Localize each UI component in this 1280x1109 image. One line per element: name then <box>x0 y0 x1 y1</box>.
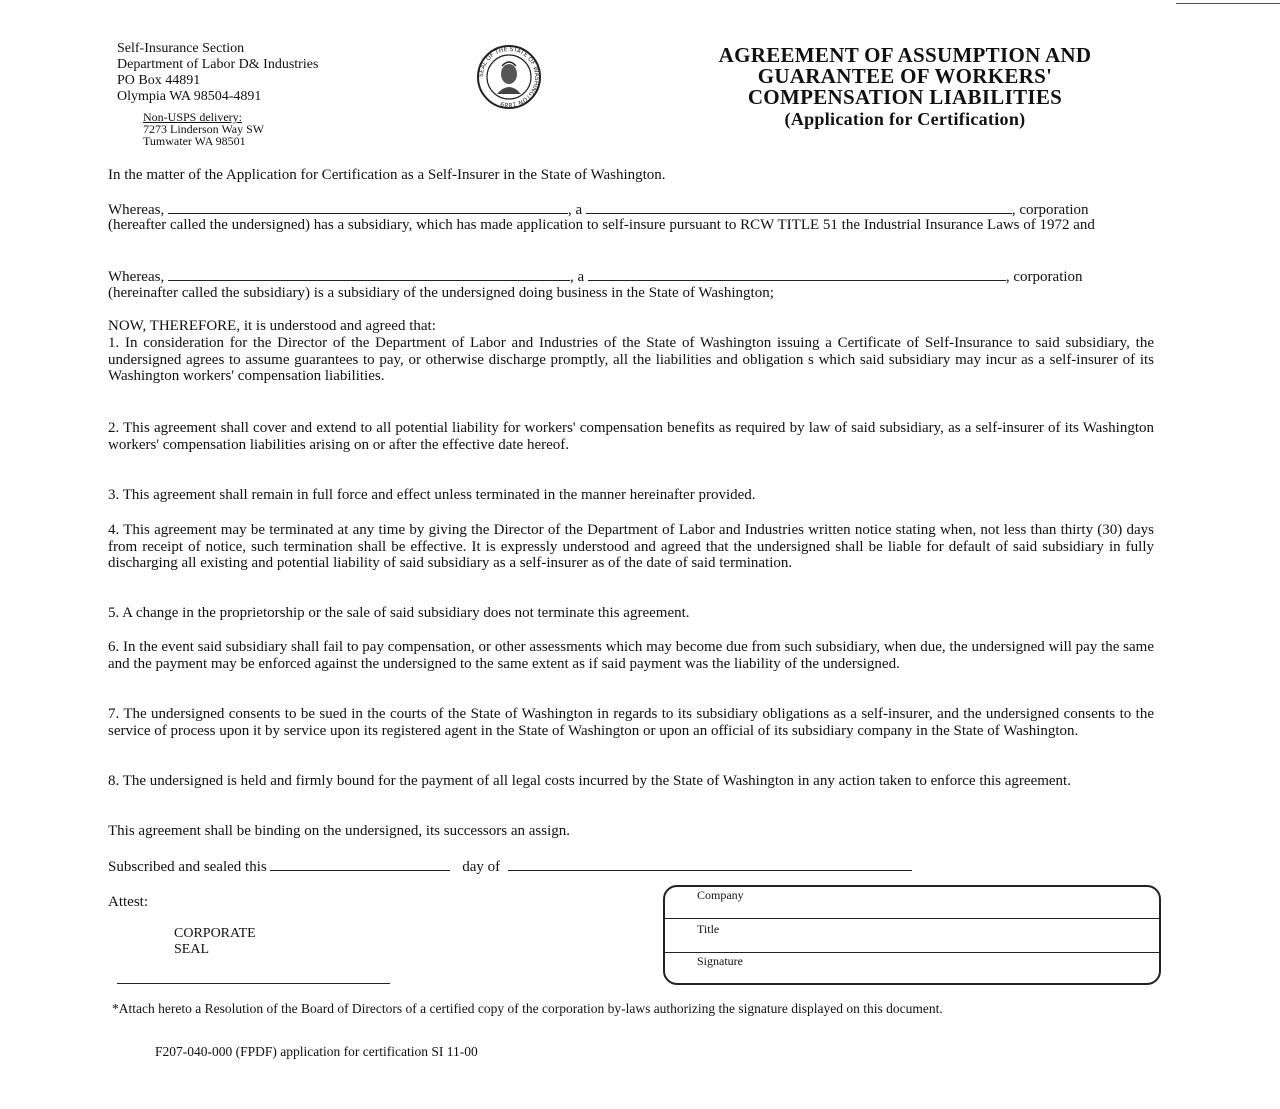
whereas-label: Whereas, <box>108 202 165 218</box>
clause-6: 6. In the event said subsidiary shall fail to pay compensation, or other assessments which may become due from such subsidiary, when due, the undersigned will pay the same and the payment may be enforced against the undersigned to the same extent as if said payment was the liability of the undersigned. <box>108 639 1154 672</box>
title-field[interactable] <box>665 952 1159 953</box>
attest-signature-line[interactable] <box>117 983 390 984</box>
day-of-label: day of <box>462 859 501 875</box>
clause-2: 2. This agreement shall cover and extend to all potential liability for workers' compensation benefits as required by law of said subsidiary, as a self-insurer of its Washington workers' compensation liabilities arising on or after the effective date hereof. <box>108 420 1154 453</box>
now-therefore-heading: NOW, THEREFORE, it is understood and agreed that: <box>108 318 436 334</box>
document-subtitle: (Application for Certification) <box>784 109 1026 129</box>
clause-4: 4. This agreement may be terminated at any time by giving the Director of the Department of Labor and Industries written notice stating when, not less than thirty (30) days from receipt of notice, such termination shall be effective. It is expressly understood and agreed that the undersigned shall be liable for default of said subsidiary in fully discharging all existing and potential liability of said subsidiary as a self-insurer as of the date of said termination. <box>108 522 1154 571</box>
whereas-row-2 <box>108 268 1154 286</box>
address-line: PO Box 44891 <box>117 73 201 88</box>
corporate-seal-label <box>174 926 256 958</box>
whereas-a: , a <box>567 202 583 218</box>
subsidiary-state-field[interactable] <box>588 268 1006 281</box>
corporate-seal-line: CORPORATE <box>174 926 256 941</box>
scan-edge-mark <box>1176 0 1280 4</box>
corporate-seal-line: SEAL <box>174 942 209 957</box>
binding-statement: This agreement shall be binding on the undersigned, its successors an assign. <box>108 823 570 839</box>
day-field[interactable] <box>270 858 450 871</box>
whereas-2-continuation: (hereinafter called the subsidiary) is a subsidiary of the undersigned doing business in the State of Washington; <box>108 285 774 301</box>
address-line: Tumwater WA 98501 <box>143 134 246 148</box>
clause-1: 1. In consideration for the Director of the Department of Labor and Industries of the State of Washington issuing a Certificate of Self-Insurance to said subsidiary, the undersigned agrees to assume guarantees to pay, or otherwise discharge promptly, all the liabilities and obligation s which said subsidiary may incur as a self-insurer of its Washington workers' compensation liabilities. <box>108 335 1154 384</box>
undersigned-name-field[interactable] <box>168 201 568 214</box>
address-line: 7273 Linderson Way SW <box>143 122 265 136</box>
footnote: *Attach hereto a Resolution of the Board of Directors of a certified copy of the corporation by-laws authorizing the signature displayed on this document. <box>112 1001 943 1016</box>
company-label: Company <box>697 888 744 902</box>
agency-address <box>117 41 318 105</box>
whereas-label: Whereas, <box>108 269 165 285</box>
clause-8: 8. The undersigned is held and firmly bound for the payment of all legal costs incurred by the State of Washington in any action taken to enforce this agreement. <box>108 773 1071 789</box>
whereas-corporation: , corporation <box>1011 202 1089 218</box>
subsidiary-name-field[interactable] <box>168 268 570 281</box>
title-line: COMPENSATION LIABILITIES <box>747 85 1063 109</box>
undersigned-state-field[interactable] <box>586 201 1012 214</box>
signature-label: Signature <box>697 954 743 968</box>
company-field[interactable] <box>665 918 1159 919</box>
attest-label: Attest: <box>108 894 148 910</box>
subscribed-row <box>108 858 1154 876</box>
non-usps-label: Non-USPS delivery: <box>143 110 242 124</box>
whereas-corporation: , corporation <box>1005 269 1083 285</box>
whereas-a: , a <box>569 269 585 285</box>
form-number: F207-040-000 (FPDF) application for certification SI 11-00 <box>155 1044 478 1059</box>
seal-text: SEAL OF THE STATE OF WASHINGTON 1889 <box>477 45 541 109</box>
address-line: Self-Insurance Section <box>117 41 245 56</box>
document-title <box>640 45 1170 130</box>
state-seal-icon <box>476 44 542 110</box>
whereas-1-continuation: (hereafter called the undersigned) has a subsidiary, which has made application to self-insure pursuant to RCW TITLE 51 the Industrial Insurance Laws of 1972 and <box>108 217 1095 233</box>
clause-7: 7. The undersigned consents to be sued in the courts of the State of Washington in regards to its subsidiary obligations as a self-insurer, and the undersigned consents to the service of process upon it by service upon its registered agent in the State of Washington or upon an official of its subsidiary company in the State of Washington. <box>108 706 1154 739</box>
title-label: Title <box>697 922 720 936</box>
intro-text: In the matter of the Application for Certification as a Self-Insurer in the State of Washington. <box>108 167 666 183</box>
title-line: GUARANTEE OF WORKERS' <box>757 64 1053 88</box>
signature-box <box>663 885 1161 985</box>
month-year-field[interactable] <box>508 858 912 871</box>
non-usps-address <box>143 111 264 147</box>
clause-3: 3. This agreement shall remain in full force and effect unless terminated in the manner hereinafter provided. <box>108 487 756 503</box>
title-line: AGREEMENT OF ASSUMPTION AND <box>718 43 1092 67</box>
clause-5: 5. A change in the proprietorship or the sale of said subsidiary does not terminate this agreement. <box>108 605 690 621</box>
address-line: Department of Labor D& Industries <box>117 57 319 72</box>
address-line: Olympia WA 98504-4891 <box>117 89 262 104</box>
subscribed-label: Subscribed and sealed this <box>108 859 267 875</box>
whereas-row-1 <box>108 201 1154 219</box>
